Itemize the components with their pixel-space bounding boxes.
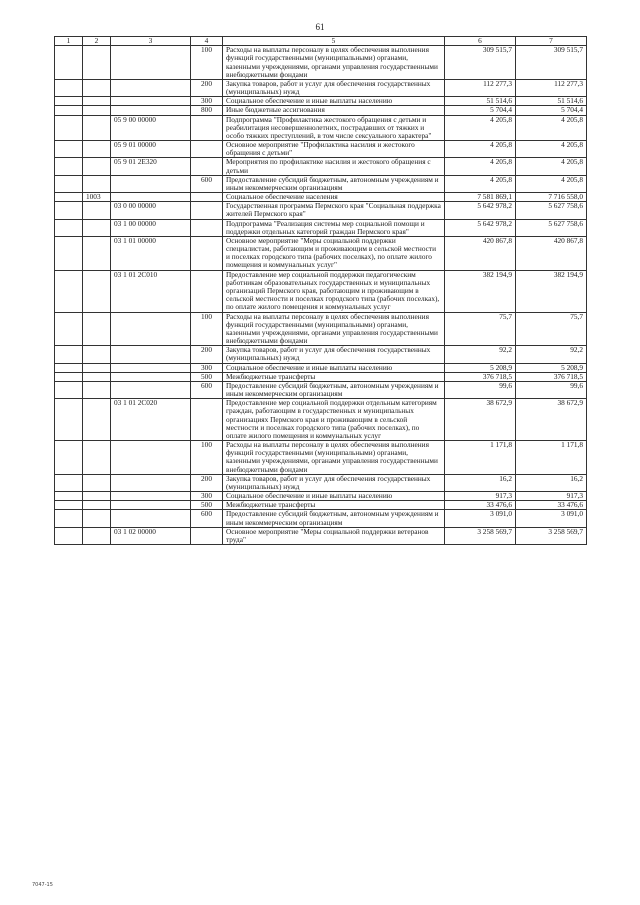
item-name-cell: Закупка товаров, работ и услуг для обеспечения государственных (муниципальных) нужд	[223, 346, 445, 363]
item-name-cell: Основное мероприятие "Меры социальной поддержки ветеранов труда"	[223, 527, 445, 544]
amount-year1-cell: 3 258 569,7	[445, 527, 516, 544]
expense-type-cell: 200	[191, 474, 223, 491]
item-name-cell: Мероприятия по профилактике насилия и жестокого обращения с детьми	[223, 158, 445, 175]
col-subsection-cell	[83, 372, 111, 381]
amount-year2-cell: 38 672,9	[516, 399, 587, 441]
amount-year2-cell: 3 091,0	[516, 510, 587, 527]
amount-year2-cell: 382 194,9	[516, 270, 587, 312]
table-row	[55, 363, 587, 372]
amount-year1-cell: 75,7	[445, 312, 516, 346]
amount-year1-cell: 917,3	[445, 492, 516, 501]
col-section-cell	[55, 46, 83, 80]
item-name-cell: Межбюджетные трансферты	[223, 372, 445, 381]
col-section-cell	[55, 372, 83, 381]
item-name-cell: Основное мероприятие "Профилактика насилия и жестокого обращения с детьми"	[223, 141, 445, 158]
amount-year2-cell: 51 514,6	[516, 97, 587, 106]
expense-type-cell: 100	[191, 46, 223, 80]
col-section-cell	[55, 270, 83, 312]
table-row	[55, 270, 587, 312]
item-name-cell: Подпрограмма "Реализация системы мер социальной помощи и поддержки отдельных категорий граждан Пермского края"	[223, 219, 445, 236]
amount-year1-cell: 309 515,7	[445, 46, 516, 80]
item-name-cell: Социальное обеспечение и иные выплаты населению	[223, 363, 445, 372]
header-cell: 3	[111, 37, 191, 46]
amount-year2-cell: 16,2	[516, 474, 587, 491]
col-section-cell	[55, 175, 83, 192]
amount-year1-cell: 5 642 978,2	[445, 202, 516, 219]
expense-type-cell	[191, 219, 223, 236]
table-row	[55, 492, 587, 501]
item-name-cell: Социальное обеспечение и иные выплаты населению	[223, 492, 445, 501]
col-subsection-cell	[83, 236, 111, 270]
col-subsection-cell: 1003	[83, 193, 111, 202]
col-section-cell	[55, 158, 83, 175]
expense-type-cell	[191, 399, 223, 441]
target-article-cell	[111, 346, 191, 363]
expense-type-cell	[191, 193, 223, 202]
amount-year2-cell: 1 171,8	[516, 441, 587, 475]
target-article-cell: 03 1 02 00000	[111, 527, 191, 544]
target-article-cell	[111, 372, 191, 381]
table-row	[55, 79, 587, 96]
col-section-cell	[55, 363, 83, 372]
col-subsection-cell	[83, 381, 111, 398]
header-cell: 4	[191, 37, 223, 46]
col-subsection-cell	[83, 346, 111, 363]
expense-type-cell	[191, 141, 223, 158]
item-name-cell: Государственная программа Пермского края "Социальная поддержка жителей Пермского края"	[223, 202, 445, 219]
amount-year2-cell: 3 258 569,7	[516, 527, 587, 544]
table-row	[55, 441, 587, 475]
amount-year1-cell: 7 581 869,1	[445, 193, 516, 202]
header-cell: 5	[223, 37, 445, 46]
item-name-cell: Расходы на выплаты персоналу в целях обеспечения выполнения функций государственными (муниципальными) органами, казенными учреждениями, органами управления государственными внебюджетными фондами	[223, 441, 445, 475]
table-row	[55, 346, 587, 363]
amount-year1-cell: 376 718,5	[445, 372, 516, 381]
amount-year1-cell: 5 208,9	[445, 363, 516, 372]
col-section-cell	[55, 193, 83, 202]
amount-year2-cell: 5 627 758,6	[516, 202, 587, 219]
col-subsection-cell	[83, 501, 111, 510]
expense-type-cell	[191, 270, 223, 312]
col-subsection-cell	[83, 527, 111, 544]
expense-type-cell: 100	[191, 312, 223, 346]
target-article-cell	[111, 193, 191, 202]
table-row	[55, 115, 587, 141]
amount-year1-cell: 5 704,4	[445, 106, 516, 115]
table-row	[55, 372, 587, 381]
amount-year2-cell: 92,2	[516, 346, 587, 363]
amount-year2-cell: 99,6	[516, 381, 587, 398]
target-article-cell	[111, 79, 191, 96]
footer-document-code: 7047-15	[32, 882, 53, 888]
expense-type-cell	[191, 202, 223, 219]
col-section-cell	[55, 501, 83, 510]
amount-year1-cell: 4 205,8	[445, 175, 516, 192]
table-row	[55, 312, 587, 346]
target-article-cell	[111, 106, 191, 115]
amount-year1-cell: 112 277,3	[445, 79, 516, 96]
target-article-cell: 03 1 01 00000	[111, 236, 191, 270]
item-name-cell: Предоставление субсидий бюджетным, автономным учреждениям и иным некоммерческим организациям	[223, 510, 445, 527]
col-section-cell	[55, 346, 83, 363]
item-name-cell: Межбюджетные трансферты	[223, 501, 445, 510]
amount-year1-cell: 99,6	[445, 381, 516, 398]
col-section-cell	[55, 441, 83, 475]
item-name-cell: Закупка товаров, работ и услуг для обеспечения государственных (муниципальных) нужд	[223, 79, 445, 96]
target-article-cell	[111, 492, 191, 501]
col-subsection-cell	[83, 115, 111, 141]
expense-type-cell	[191, 158, 223, 175]
amount-year2-cell: 376 718,5	[516, 372, 587, 381]
target-article-cell: 03 1 00 00000	[111, 219, 191, 236]
col-subsection-cell	[83, 399, 111, 441]
col-subsection-cell	[83, 219, 111, 236]
col-section-cell	[55, 219, 83, 236]
target-article-cell	[111, 175, 191, 192]
col-section-cell	[55, 115, 83, 141]
table-row	[55, 97, 587, 106]
expense-type-cell: 200	[191, 79, 223, 96]
header-cell: 2	[83, 37, 111, 46]
expense-type-cell: 600	[191, 510, 223, 527]
expense-type-cell: 500	[191, 372, 223, 381]
expense-type-cell: 800	[191, 106, 223, 115]
target-article-cell	[111, 501, 191, 510]
expense-type-cell	[191, 527, 223, 544]
table-row	[55, 236, 587, 270]
table-row	[55, 175, 587, 192]
expense-type-cell: 100	[191, 441, 223, 475]
col-section-cell	[55, 79, 83, 96]
header-cell: 1	[55, 37, 83, 46]
table-row	[55, 381, 587, 398]
amount-year1-cell: 1 171,8	[445, 441, 516, 475]
amount-year1-cell: 3 091,0	[445, 510, 516, 527]
amount-year2-cell: 420 867,8	[516, 236, 587, 270]
item-name-cell: Предоставление субсидий бюджетным, автономным учреждениям и иным некоммерческим организациям	[223, 381, 445, 398]
table-row	[55, 399, 587, 441]
amount-year2-cell: 4 205,8	[516, 175, 587, 192]
amount-year1-cell: 51 514,6	[445, 97, 516, 106]
col-subsection-cell	[83, 492, 111, 501]
item-name-cell: Предоставление мер социальной поддержки отдельным категориям граждан, работающим в государственных и муниципальных организациях Пермского края и проживающим в сельской местности и поселках городского типа (рабочих поселках), по оплате жилого помещения и коммунальных услуг	[223, 399, 445, 441]
expense-type-cell: 200	[191, 346, 223, 363]
col-subsection-cell	[83, 510, 111, 527]
table-row	[55, 527, 587, 544]
amount-year1-cell: 92,2	[445, 346, 516, 363]
table-row	[55, 141, 587, 158]
target-article-cell: 03 1 01 2С020	[111, 399, 191, 441]
target-article-cell	[111, 381, 191, 398]
amount-year2-cell: 5 704,4	[516, 106, 587, 115]
amount-year1-cell: 33 476,6	[445, 501, 516, 510]
col-subsection-cell	[83, 106, 111, 115]
amount-year2-cell: 4 205,8	[516, 141, 587, 158]
amount-year2-cell: 4 205,8	[516, 158, 587, 175]
table-row	[55, 106, 587, 115]
target-article-cell	[111, 363, 191, 372]
col-section-cell	[55, 399, 83, 441]
target-article-cell	[111, 312, 191, 346]
table-row	[55, 46, 587, 80]
expense-type-cell: 300	[191, 363, 223, 372]
target-article-cell: 03 1 01 2С010	[111, 270, 191, 312]
item-name-cell: Социальное обеспечение и иные выплаты населению	[223, 97, 445, 106]
col-section-cell	[55, 202, 83, 219]
col-subsection-cell	[83, 141, 111, 158]
col-subsection-cell	[83, 175, 111, 192]
col-section-cell	[55, 492, 83, 501]
amount-year2-cell: 4 205,8	[516, 115, 587, 141]
col-subsection-cell	[83, 202, 111, 219]
header-cell: 7	[516, 37, 587, 46]
col-subsection-cell	[83, 363, 111, 372]
amount-year1-cell: 38 672,9	[445, 399, 516, 441]
amount-year1-cell: 4 205,8	[445, 141, 516, 158]
target-article-cell: 05 9 01 2Е320	[111, 158, 191, 175]
table-row	[55, 158, 587, 175]
page-number: 61	[315, 22, 325, 32]
target-article-cell	[111, 441, 191, 475]
item-name-cell: Социальное обеспечение населения	[223, 193, 445, 202]
expense-type-cell: 600	[191, 175, 223, 192]
col-section-cell	[55, 106, 83, 115]
amount-year2-cell: 309 515,7	[516, 46, 587, 80]
target-article-cell: 05 9 00 00000	[111, 115, 191, 141]
col-subsection-cell	[83, 46, 111, 80]
table-row	[55, 219, 587, 236]
col-subsection-cell	[83, 79, 111, 96]
amount-year2-cell: 5 627 758,6	[516, 219, 587, 236]
col-section-cell	[55, 141, 83, 158]
amount-year2-cell: 33 476,6	[516, 501, 587, 510]
table-row	[55, 510, 587, 527]
amount-year1-cell: 4 205,8	[445, 115, 516, 141]
item-name-cell: Расходы на выплаты персоналу в целях обеспечения выполнения функций государственными (муниципальными) органами, казенными учреждениями, органами управления государственными внебюджетными фондами	[223, 46, 445, 80]
amount-year2-cell: 917,3	[516, 492, 587, 501]
amount-year2-cell: 7 716 558,0	[516, 193, 587, 202]
target-article-cell	[111, 97, 191, 106]
amount-year2-cell: 112 277,3	[516, 79, 587, 96]
expense-type-cell: 300	[191, 492, 223, 501]
amount-year1-cell: 5 642 978,2	[445, 219, 516, 236]
col-subsection-cell	[83, 441, 111, 475]
col-subsection-cell	[83, 158, 111, 175]
table-row	[55, 474, 587, 491]
item-name-cell: Основное мероприятие "Меры социальной поддержки специалистам, работающим и проживающим в сельской местности и поселках городского типа (рабочих поселках), по оплате жилого помещения и коммунальных услуг"	[223, 236, 445, 270]
col-section-cell	[55, 236, 83, 270]
target-article-cell	[111, 46, 191, 80]
expense-type-cell: 600	[191, 381, 223, 398]
col-section-cell	[55, 381, 83, 398]
header-cell: 6	[445, 37, 516, 46]
table-header-row	[55, 37, 587, 46]
col-section-cell	[55, 474, 83, 491]
target-article-cell	[111, 474, 191, 491]
table-row	[55, 202, 587, 219]
col-section-cell	[55, 510, 83, 527]
col-section-cell	[55, 312, 83, 346]
item-name-cell: Предоставление субсидий бюджетным, автономным учреждениям и иным некоммерческим организациям	[223, 175, 445, 192]
amount-year2-cell: 5 208,9	[516, 363, 587, 372]
expense-type-cell	[191, 236, 223, 270]
target-article-cell: 03 0 00 00000	[111, 202, 191, 219]
col-subsection-cell	[83, 474, 111, 491]
item-name-cell: Закупка товаров, работ и услуг для обеспечения государственных (муниципальных) нужд	[223, 474, 445, 491]
item-name-cell: Расходы на выплаты персоналу в целях обеспечения выполнения функций государственными (муниципальными) органами, казенными учреждениями, органами управления государственными внебюджетными фондами	[223, 312, 445, 346]
amount-year1-cell: 382 194,9	[445, 270, 516, 312]
amount-year2-cell: 75,7	[516, 312, 587, 346]
col-section-cell	[55, 97, 83, 106]
col-section-cell	[55, 527, 83, 544]
col-subsection-cell	[83, 270, 111, 312]
item-name-cell: Иные бюджетные ассигнования	[223, 106, 445, 115]
expense-type-cell: 500	[191, 501, 223, 510]
table-row	[55, 501, 587, 510]
budget-table	[54, 36, 587, 545]
item-name-cell: Предоставление мер социальной поддержки педагогическим работникам образовательных государственных и муниципальных организаций Пермского края, работающим и проживающим в сельской местности и поселках городского типа (рабочих поселках), по оплате жилого помещения и коммунальных услуг	[223, 270, 445, 312]
amount-year1-cell: 4 205,8	[445, 158, 516, 175]
target-article-cell: 05 9 01 00000	[111, 141, 191, 158]
col-subsection-cell	[83, 97, 111, 106]
expense-type-cell	[191, 115, 223, 141]
col-subsection-cell	[83, 312, 111, 346]
target-article-cell	[111, 510, 191, 527]
amount-year1-cell: 420 867,8	[445, 236, 516, 270]
expense-type-cell: 300	[191, 97, 223, 106]
amount-year1-cell: 16,2	[445, 474, 516, 491]
item-name-cell: Подпрограмма "Профилактика жестокого обращения с детьми и реабилитация несовершеннолетних, пострадавших от тяжких и особо тяжких преступлений, в том числе сексуального характера"	[223, 115, 445, 141]
table-row	[55, 193, 587, 202]
